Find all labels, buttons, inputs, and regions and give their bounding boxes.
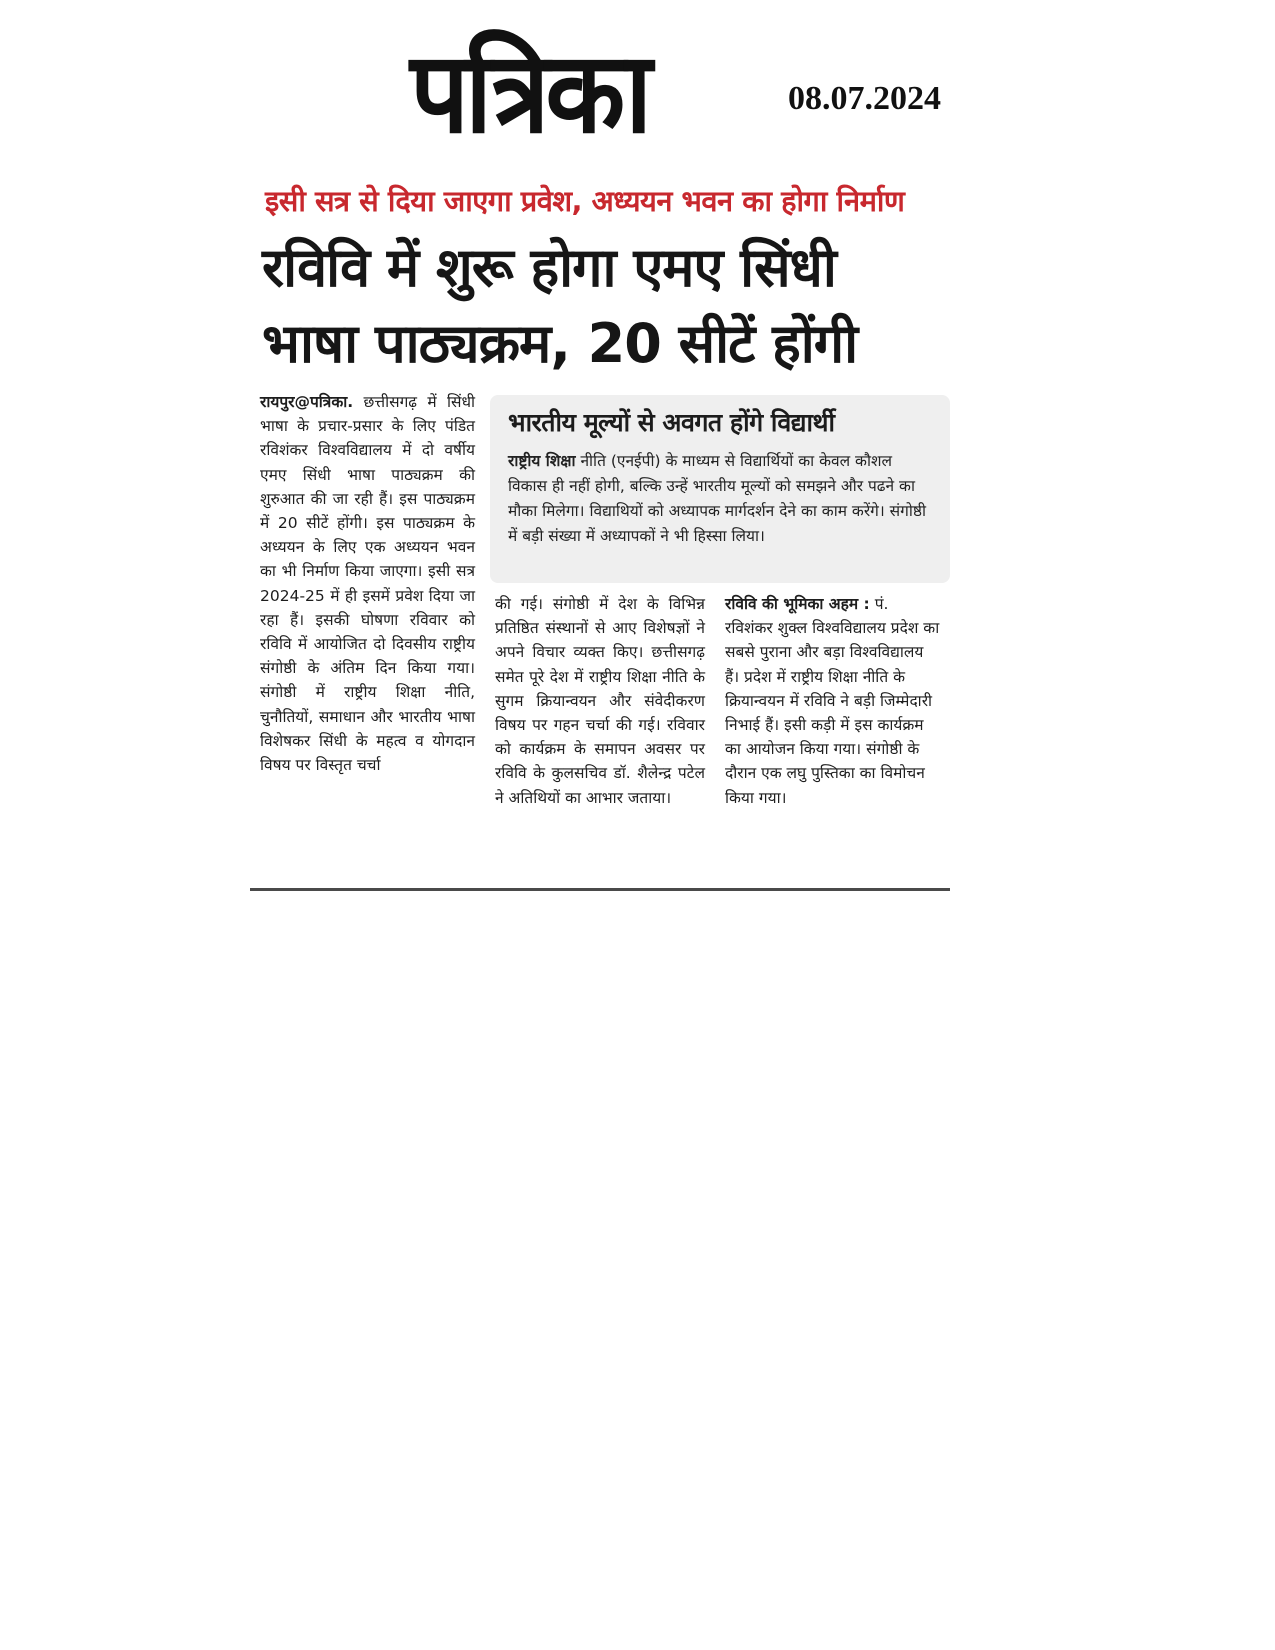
article-column-3	[725, 592, 940, 810]
article-column-2: की गई। संगोष्ठी में देश के विभिन्न प्रतिष्ठित संस्थानों से आए विशेषज्ञों ने अपने विचार व्यक्त किए। छत्तीसगढ़ समेत पूरे देश में राष्ट्रीय शिक्षा नीति के सुगम क्रियान्वयन और संवेदीकरण विषय पर गहन चर्चा की गई। रविवार को कार्यक्रम के समापन अवसर पर रविवि के कुलसचिव डॉ. शैलेन्द्र पटेल ने अतिथियों का आभार जताया।	[495, 595, 705, 807]
highlight-box-title: भारतीय मूल्यों से अवगत होंगे विद्यार्थी	[508, 408, 835, 437]
article-column-1	[260, 390, 475, 777]
highlight-box-lead: राष्ट्रीय शिक्षा	[508, 452, 576, 470]
column-3-text: पं. रविशंकर शुक्ल विश्वविद्यालय प्रदेश का सबसे पुराना और बड़ा विश्वविद्यालय हैं। प्रदेश में राष्ट्रीय शिक्षा नीति के क्रियान्वयन में रविवि ने बड़ी जिम्मेदारी निभाई हैं। इसी कड़ी में इस कार्यक्रम का आयोजन किया गया। संगोष्ठी के दौरान एक लघु पुस्तिका का विमोचन किया गया।	[725, 595, 940, 807]
highlight-box	[490, 395, 950, 583]
highlight-box-text: नीति (एनईपी) के माध्यम से विद्यार्थियों का केवल कौशल विकास ही नहीं होगी, बल्कि उन्हें भारतीय मूल्यों को समझने और पढने का मौका मिलेगा। विद्याथियों को अध्यापक मार्गदर्शन देने का काम करेंगे। संगोष्ठी में बड़ी संख्या में अध्यापकों ने भी हिस्सा लिया।	[508, 452, 927, 545]
dateline: रायपुर@पत्रिका.	[260, 393, 354, 411]
publication-date: 08.07.2024	[788, 80, 941, 117]
article-headline: रविवि में शुरू होगा एमए सिंधी भाषा पाठ्यक्रम, 20 सीटें होंगी	[262, 236, 858, 375]
article-kicker: इसी सत्र से दिया जाएगा प्रवेश, अध्ययन भवन का होगा निर्माण	[265, 184, 905, 218]
bottom-rule	[250, 888, 950, 891]
column-1-text: छत्तीसगढ़ में सिंधी भाषा के प्रचार-प्रसार के लिए पंडित रविशंकर विश्वविद्यालय में दो वर्षीय एमए सिंधी भाषा पाठ्यक्रम की शुरुआत की जा रही हैं। इस पाठ्यक्रम में 20 सीटें होंगी। इस पाठ्यक्रम के अध्ययन के लिए एक अध्ययन भवन का भी निर्माण किया जाएगा। इसी सत्र 2024-25 में ही इसमें प्रवेश दिया जा रहा हैं। इसकी घोषणा रविवार को रविवि में आयोजित दो दिवसीय राष्ट्रीय संगोष्ठी के अंतिम दिन किया गया। संगोष्ठी में राष्ट्रीय शिक्षा नीति, चुनौतियों, समाधान और भारतीय भाषा विशेषकर सिंधी के महत्व व योगदान विषय पर विस्तृत चर्चा	[260, 393, 475, 775]
highlight-box-body	[508, 449, 928, 549]
masthead	[410, 26, 970, 159]
column-3-subhead: रविवि की भूमिका अहम :	[725, 595, 870, 613]
newspaper-logo: पत्रिका	[410, 26, 649, 159]
news-clipping	[250, 180, 950, 900]
